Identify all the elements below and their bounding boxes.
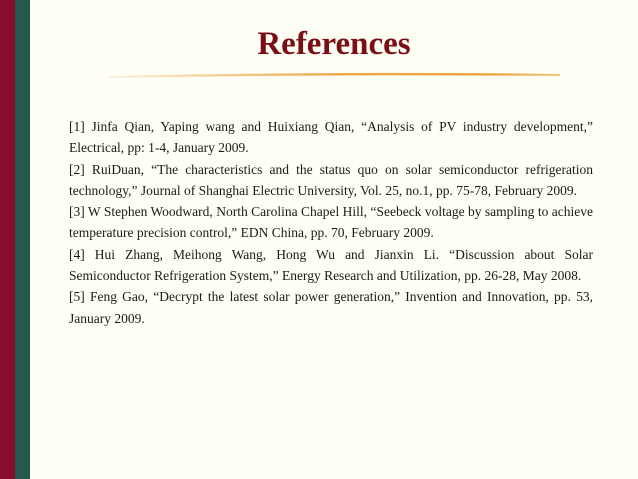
reference-item-1: [1] Jinfa Qian, Yaping wang and Huixiang Qian, “Analysis of PV industry development,” Electrical, pp: 1-4, January 2009. bbox=[69, 119, 593, 156]
reference-item-3: [3] W Stephen Woodward, North Carolina Chapel Hill, “Seebeck voltage by sampling to achieve temperature precision control,” EDN China, pp. 70, February 2009. bbox=[69, 204, 593, 241]
title-underline-rule bbox=[108, 71, 560, 79]
left-accent-bar-red bbox=[0, 0, 15, 479]
reference-item-4: [4] Hui Zhang, Meihong Wang, Hong Wu and Jianxin Li. “Discussion about Solar Semiconductor Refrigeration System,” Energy Research and Utilization, pp. 26-28, May 2008. bbox=[69, 246, 593, 284]
reference-item-2: [2] RuiDuan, “The characteristics and the status quo on solar semiconductor refrigeration technology,” Journal of Shanghai Electric University, Vol. 25, no.1, pp. 75-78, February 2009. bbox=[69, 161, 593, 198]
left-accent-bar-green bbox=[15, 0, 30, 479]
reference-item-5: [5] Feng Gao, “Decrypt the latest solar power generation,” Invention and Innovation, pp. 53, January 2009. bbox=[69, 289, 593, 326]
references-list bbox=[69, 116, 593, 329]
slide-title: References bbox=[257, 26, 411, 62]
